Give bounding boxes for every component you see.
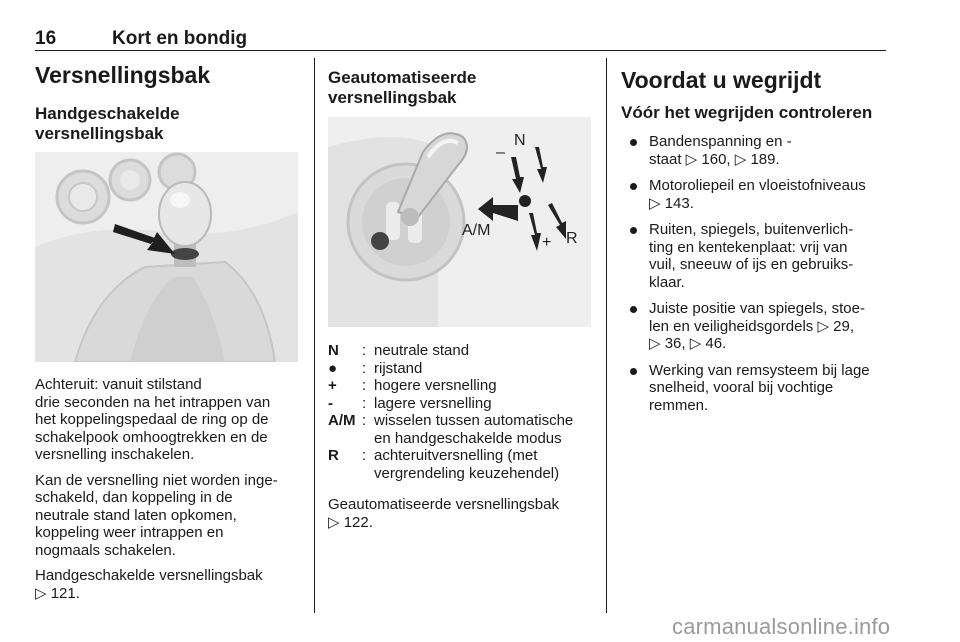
crossref-automated: Geautomatiseerde versnellingsbak ▷ 122. (328, 496, 559, 531)
legend-row: N : neutrale stand (328, 342, 470, 359)
section-title-versnellingsbak: Versnellingsbak (35, 62, 211, 88)
label-plus: + (542, 234, 552, 251)
legend-row: ● : rijstand (328, 359, 423, 377)
paragraph-reverse: Achteruit: vanuit stilstand drie seconden na het intrappen van het koppelingspedaal de ring op de schakelpook omhoogtrekken en de versnelling inschakelen. (35, 376, 271, 463)
list-item: Werking van remsysteem bij lage snelheid, vooral bij vochtige remmen. (621, 362, 889, 415)
label-am: A/M (462, 222, 491, 239)
manual-gearshift-illustration (35, 152, 298, 362)
bullet-icon (630, 306, 637, 313)
bullet-icon (630, 227, 637, 234)
section-title-voordat: Voordat u wegrijdt (621, 67, 822, 93)
subsection-title-handgeschakeld: Handgeschakelde versnellingsbak (35, 104, 180, 143)
column-divider-2 (606, 58, 607, 613)
page-header (35, 28, 886, 50)
column-divider-1 (314, 58, 315, 613)
automated-gearbox-illustration (328, 117, 591, 327)
gearshift-drawing (35, 152, 298, 362)
label-minus: – (496, 144, 505, 161)
header-rule (35, 50, 886, 51)
chapter-title: Kort en bondig (112, 28, 248, 49)
list-item: Juiste positie van spiegels, stoe- len en veiligheidsgordels ▷ 29, ▷ 36, ▷ 46. (621, 300, 889, 353)
legend-row: A/M : wisselen tussen automatische en handgeschakelde modus (328, 412, 574, 447)
legend-row: - : lagere versnelling (328, 394, 492, 412)
bullet-icon (630, 368, 637, 375)
bullet-icon (630, 139, 637, 146)
watermark: carmanualsonline.info (672, 614, 891, 639)
subsection-title-controleren: Vóór het wegrijden controleren (621, 103, 873, 122)
pre-drive-checklist (621, 133, 889, 423)
reverse-instructions (35, 376, 305, 610)
crossref-manual: Handgeschakelde versnellingsbak ▷ 121. (35, 567, 263, 602)
bullet-icon (630, 183, 637, 190)
label-r: R (566, 230, 578, 247)
paragraph-retry: Kan de versnelling niet worden inge- schakeld, dan koppeling in de neutrale stand laten opkomen, koppeling weer intrappen en nogmaals schakelen. (35, 471, 278, 559)
selector-drawing (328, 117, 591, 327)
list-item: Bandenspanning en - staat ▷ 160, ▷ 189. (621, 133, 889, 168)
selector-legend (328, 342, 598, 482)
legend-row: R : achteruitversnelling (met vergrendeling keuzehendel) (328, 447, 560, 482)
list-item: Motoroliepeil en vloeistofniveaus ▷ 143. (621, 177, 889, 212)
page-number: 16 (35, 28, 57, 49)
subsection-title-geautomatiseerd: Geautomatiseerde versnellingsbak (328, 68, 477, 107)
list-item: Ruiten, spiegels, buitenverlich- ting en kentekenplaat: vrij van vuil, sneeuw of ijs en gebruiks- klaar. (621, 221, 889, 291)
legend-row: + : hogere versnelling (328, 377, 497, 394)
label-n: N (514, 132, 526, 149)
